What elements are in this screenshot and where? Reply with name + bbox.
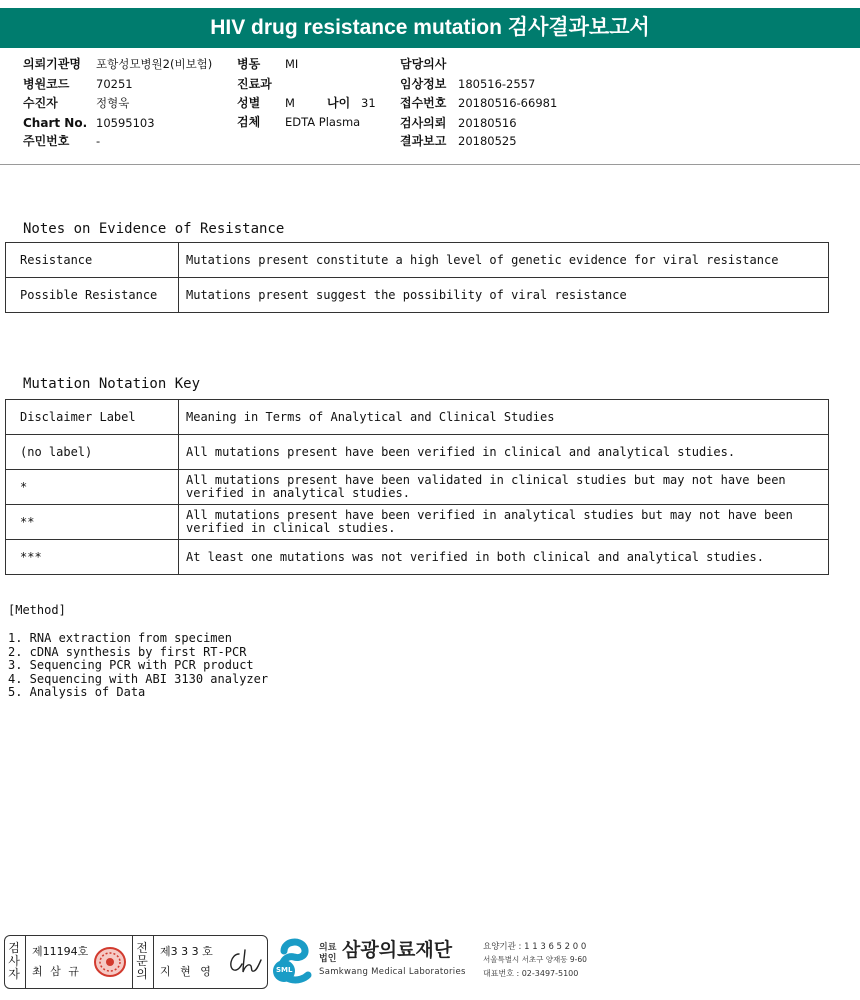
examiner-no: 제11194호 [32, 945, 89, 958]
org-name: 삼광의료재단 [342, 939, 453, 961]
examiner-name: 최 삼 규 [32, 965, 81, 978]
receipt-no-label: 접수번호 [400, 96, 447, 110]
physician-label-char: 전 [136, 941, 148, 955]
patient-value: 정형욱 [96, 96, 130, 110]
age-value: 31 [361, 96, 376, 110]
sex-value: M [285, 96, 295, 110]
doctor-label: 담당의사 [400, 57, 447, 71]
clinical-info-label: 임상정보 [400, 77, 447, 91]
table-row [6, 540, 829, 575]
table-row [6, 278, 829, 313]
examiner-label-char: 검 [8, 941, 20, 955]
sex-label: 성별 [237, 96, 261, 110]
chart-no-label: Chart No. [23, 116, 88, 130]
key-header-text: Meaning in Terms of Analytical and Clinical Studies [179, 400, 829, 435]
key-title: Mutation Notation Key [23, 376, 201, 392]
report-title: HIV drug resistance mutation 검사결과보고서 [0, 8, 860, 48]
org-name-en: Samkwang Medical Laboratories [319, 967, 466, 977]
method-step: 3. Sequencing PCR with PCR product [8, 658, 254, 672]
key-header-label: Disclaimer Label [6, 400, 179, 435]
clinical-info-value: 180516-2557 [458, 77, 536, 91]
key-text: All mutations present have been verified in clinical and analytical studies. [179, 435, 829, 470]
age-label: 나이 [327, 96, 351, 110]
physician-label-char: 문 [136, 954, 148, 968]
org-address: 서울특별시 서초구 양재동 9-60 [483, 955, 587, 964]
table-row [6, 470, 829, 505]
org-type-line: 의료 [319, 943, 337, 953]
table-row [6, 400, 829, 435]
request-date-value: 20180516 [458, 116, 517, 130]
org-type-line: 법인 [319, 954, 337, 964]
seal-stamp-icon [93, 946, 127, 978]
sml-logo-icon [270, 937, 316, 985]
notation-key-table [5, 399, 829, 575]
key-text: All mutations present have been validated in clinical studies but may not have been verified in analytical studies. [179, 470, 829, 505]
patient-info-block [0, 48, 860, 165]
method-step: 4. Sequencing with ABI 3130 analyzer [8, 671, 269, 686]
method-title: [Method] [8, 603, 66, 617]
physician-label-char: 의 [136, 967, 148, 981]
key-text: At least one mutations was not verified in both clinical and analytical studies. [179, 540, 829, 575]
notes-table [5, 242, 829, 313]
key-label: *** [6, 540, 179, 575]
org-phone: 대표번호 : 02-3497-5100 [483, 969, 579, 978]
key-text: All mutations present have been verified in analytical studies but may not have been verified in clinical studies. [179, 505, 829, 540]
chart-no-value: 10595103 [96, 116, 155, 130]
method-step: 5. Analysis of Data [8, 685, 146, 699]
report-date-value: 20180525 [458, 134, 517, 148]
institution-value: 포항성모병원2(비보험) [96, 57, 213, 71]
examiner-label-char: 자 [8, 967, 20, 981]
resident-no-value: - [96, 134, 101, 148]
table-row [6, 505, 829, 540]
table-row [6, 435, 829, 470]
hospital-code-value: 70251 [96, 77, 133, 91]
specimen-label: 검체 [237, 115, 261, 129]
department-label: 진료과 [237, 77, 272, 91]
ward-value: MI [285, 57, 299, 71]
examiner-label-char: 사 [8, 954, 20, 968]
specimen-value: EDTA Plasma [285, 115, 361, 129]
key-label: * [6, 470, 179, 505]
report-date-label: 결과보고 [400, 134, 447, 148]
notes-text: Mutations present constitute a high level of genetic evidence for viral resistance [179, 243, 829, 278]
signature-box [4, 935, 268, 989]
receipt-no-value: 20180516-66981 [458, 96, 558, 110]
method-step: 1. RNA extraction from specimen [8, 631, 232, 645]
patient-label: 수진자 [23, 96, 58, 110]
method-step: 2. cDNA synthesis by first RT-PCR [8, 644, 247, 659]
key-label: (no label) [6, 435, 179, 470]
institution-code: 요양기관 : 1 1 3 6 5 2 0 0 [483, 942, 587, 952]
ward-label: 병동 [237, 57, 261, 71]
key-label: ** [6, 505, 179, 540]
request-date-label: 검사의뢰 [400, 116, 447, 130]
logo-badge-text: SML [276, 966, 293, 974]
table-row [6, 243, 829, 278]
hospital-code-label: 병원코드 [23, 77, 70, 91]
resident-no-label: 주민번호 [23, 134, 70, 148]
notes-title: Notes on Evidence of Resistance [23, 221, 285, 237]
notes-label: Possible Resistance [6, 278, 179, 313]
signature-icon [225, 946, 263, 978]
physician-no: 제3 3 3 호 [160, 945, 213, 958]
institution-label: 의뢰기관명 [23, 57, 81, 71]
notes-text: Mutations present suggest the possibility of viral resistance [179, 278, 829, 313]
notes-label: Resistance [6, 243, 179, 278]
physician-name: 지 현 영 [160, 965, 214, 978]
